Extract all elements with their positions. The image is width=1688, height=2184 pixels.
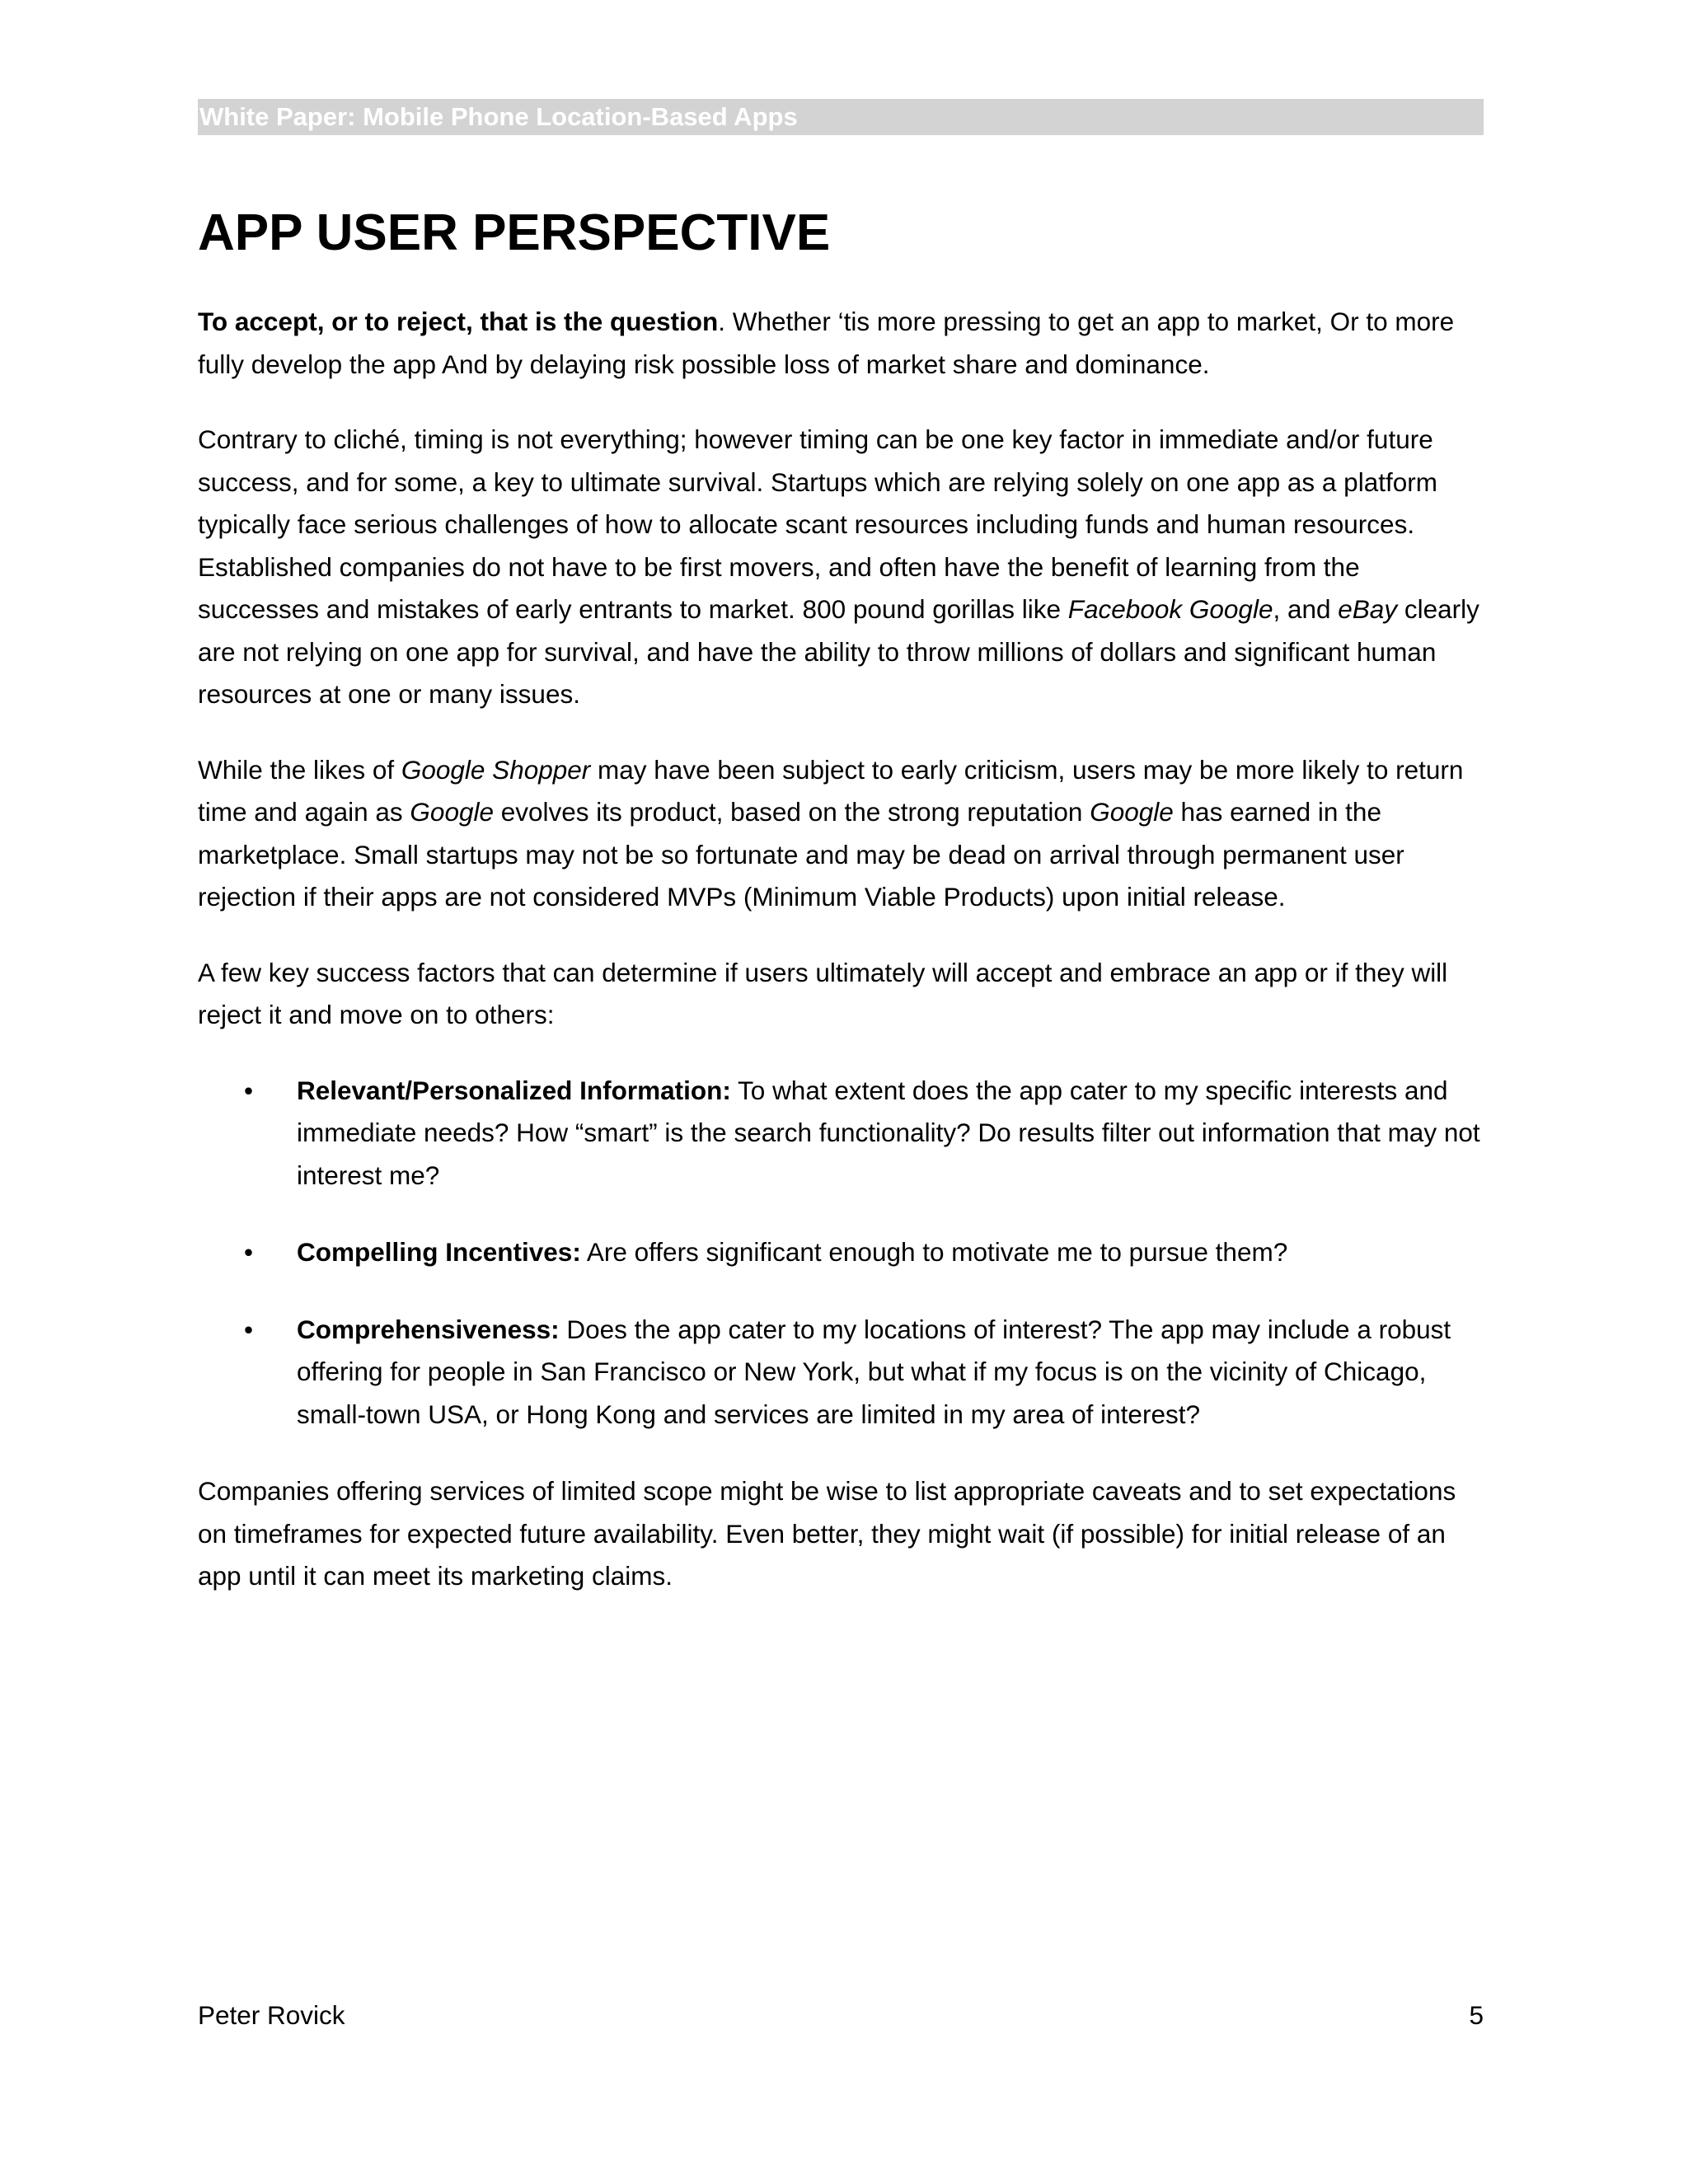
section-title: APP USER PERSPECTIVE [198,204,831,261]
body-text [198,301,1484,1631]
paragraph-conclusion: Companies offering services of limited scope might be wise to list appropriate caveats and to set expectations on timeframes for expected future availability. Even better, they might wait (if possible) for initial release of an app until it can meet its marketing claims. [198,1476,1456,1591]
footer-author: Peter Rovick [198,2000,345,2030]
bullet-icon: • [244,1237,254,1267]
shopper-text-a: While the likes of [198,754,401,785]
list-item-relevant-info [198,1070,1484,1197]
factor-label: Compelling Incentives: [297,1237,581,1267]
timing-text-d: clearly are not relying on one app for survival, and have the ability to throw millions of dollars and significant human resources at one or many issues. [198,594,1479,709]
running-header-bar [198,99,1484,135]
google-italic-2: Google [1090,797,1174,827]
intro-rest: . Whether ‘tis more pressing to get an app to market, Or to more fully develop the app And by delaying risk possible loss of market share and dominance. [198,307,1455,379]
paragraph-google-shopper [198,749,1484,919]
google-shopper-italic: Google Shopper [401,754,591,785]
factor-text: Does the app cater to my locations of interest? The app may include a robust offering for people in San Francisco or New York, but what if my focus is on the vicinity of Chicago, small-town USA, or Hong Kong and services are limited in my area of interest? [297,1314,1451,1429]
shopper-text-c: evolves its product, based on the strong reputation [494,797,1090,827]
factor-label: Comprehensiveness: [297,1314,560,1344]
factor-label: Relevant/Personalized Information: [297,1075,731,1105]
facebook-italic: Facebook [1067,594,1183,624]
bullet-icon: • [244,1314,254,1344]
google-italic-1: Google [410,797,494,827]
bullet-icon: • [244,1075,254,1105]
success-factors-list [198,1070,1484,1436]
shopper-text-b: may have been subject to early criticism, users may be more likely to return time and again as [198,754,1464,827]
ebay-italic: eBay [1338,594,1398,624]
list-item-incentives [198,1231,1484,1274]
running-header-title: White Paper: Mobile Phone Location-Based Apps [199,102,798,131]
shopper-text-d: has earned in the marketplace. Small startups may not be so fortunate and may be dead on arrival through permanent user rejection if their apps are not considered MVPs (Minimum Viable Products) upon initial release. [198,797,1404,912]
google-italic: Google [1189,594,1273,624]
timing-text-b [1182,594,1189,624]
timing-text-c: , and [1273,594,1339,624]
intro-lead-bold: To accept, or to reject, that is the question [198,307,719,336]
factor-text: To what extent does the app cater to my specific interests and immediate needs? How “smart” is the search functionality? Do results filter out information that may not interest me? [297,1075,1480,1190]
factor-text: Are offers significant enough to motivate me to pursue them? [580,1237,1288,1267]
timing-text-a: Contrary to cliché, timing is not everything; however timing can be one key factor in immediate and/or future success, and for some, a key to ultimate survival. Startups which are relying solely on one app as a platform typically face serious challenges of how to allocate scant resources including funds and human resources. Established companies do not have to be first movers, and often have the benefit of learning from the successes and mistakes of early entrants to market. 800 pound gorillas like [198,424,1437,624]
list-item-comprehensiveness [198,1309,1484,1436]
paragraph-success-factors-intro: A few key success factors that can determine if users ultimately will accept and embrace an app or if they will reject it and move on to others: [198,957,1448,1029]
paragraph-intro [198,301,1484,386]
footer-page-number: 5 [1469,2000,1484,2030]
paragraph-timing [198,419,1484,716]
